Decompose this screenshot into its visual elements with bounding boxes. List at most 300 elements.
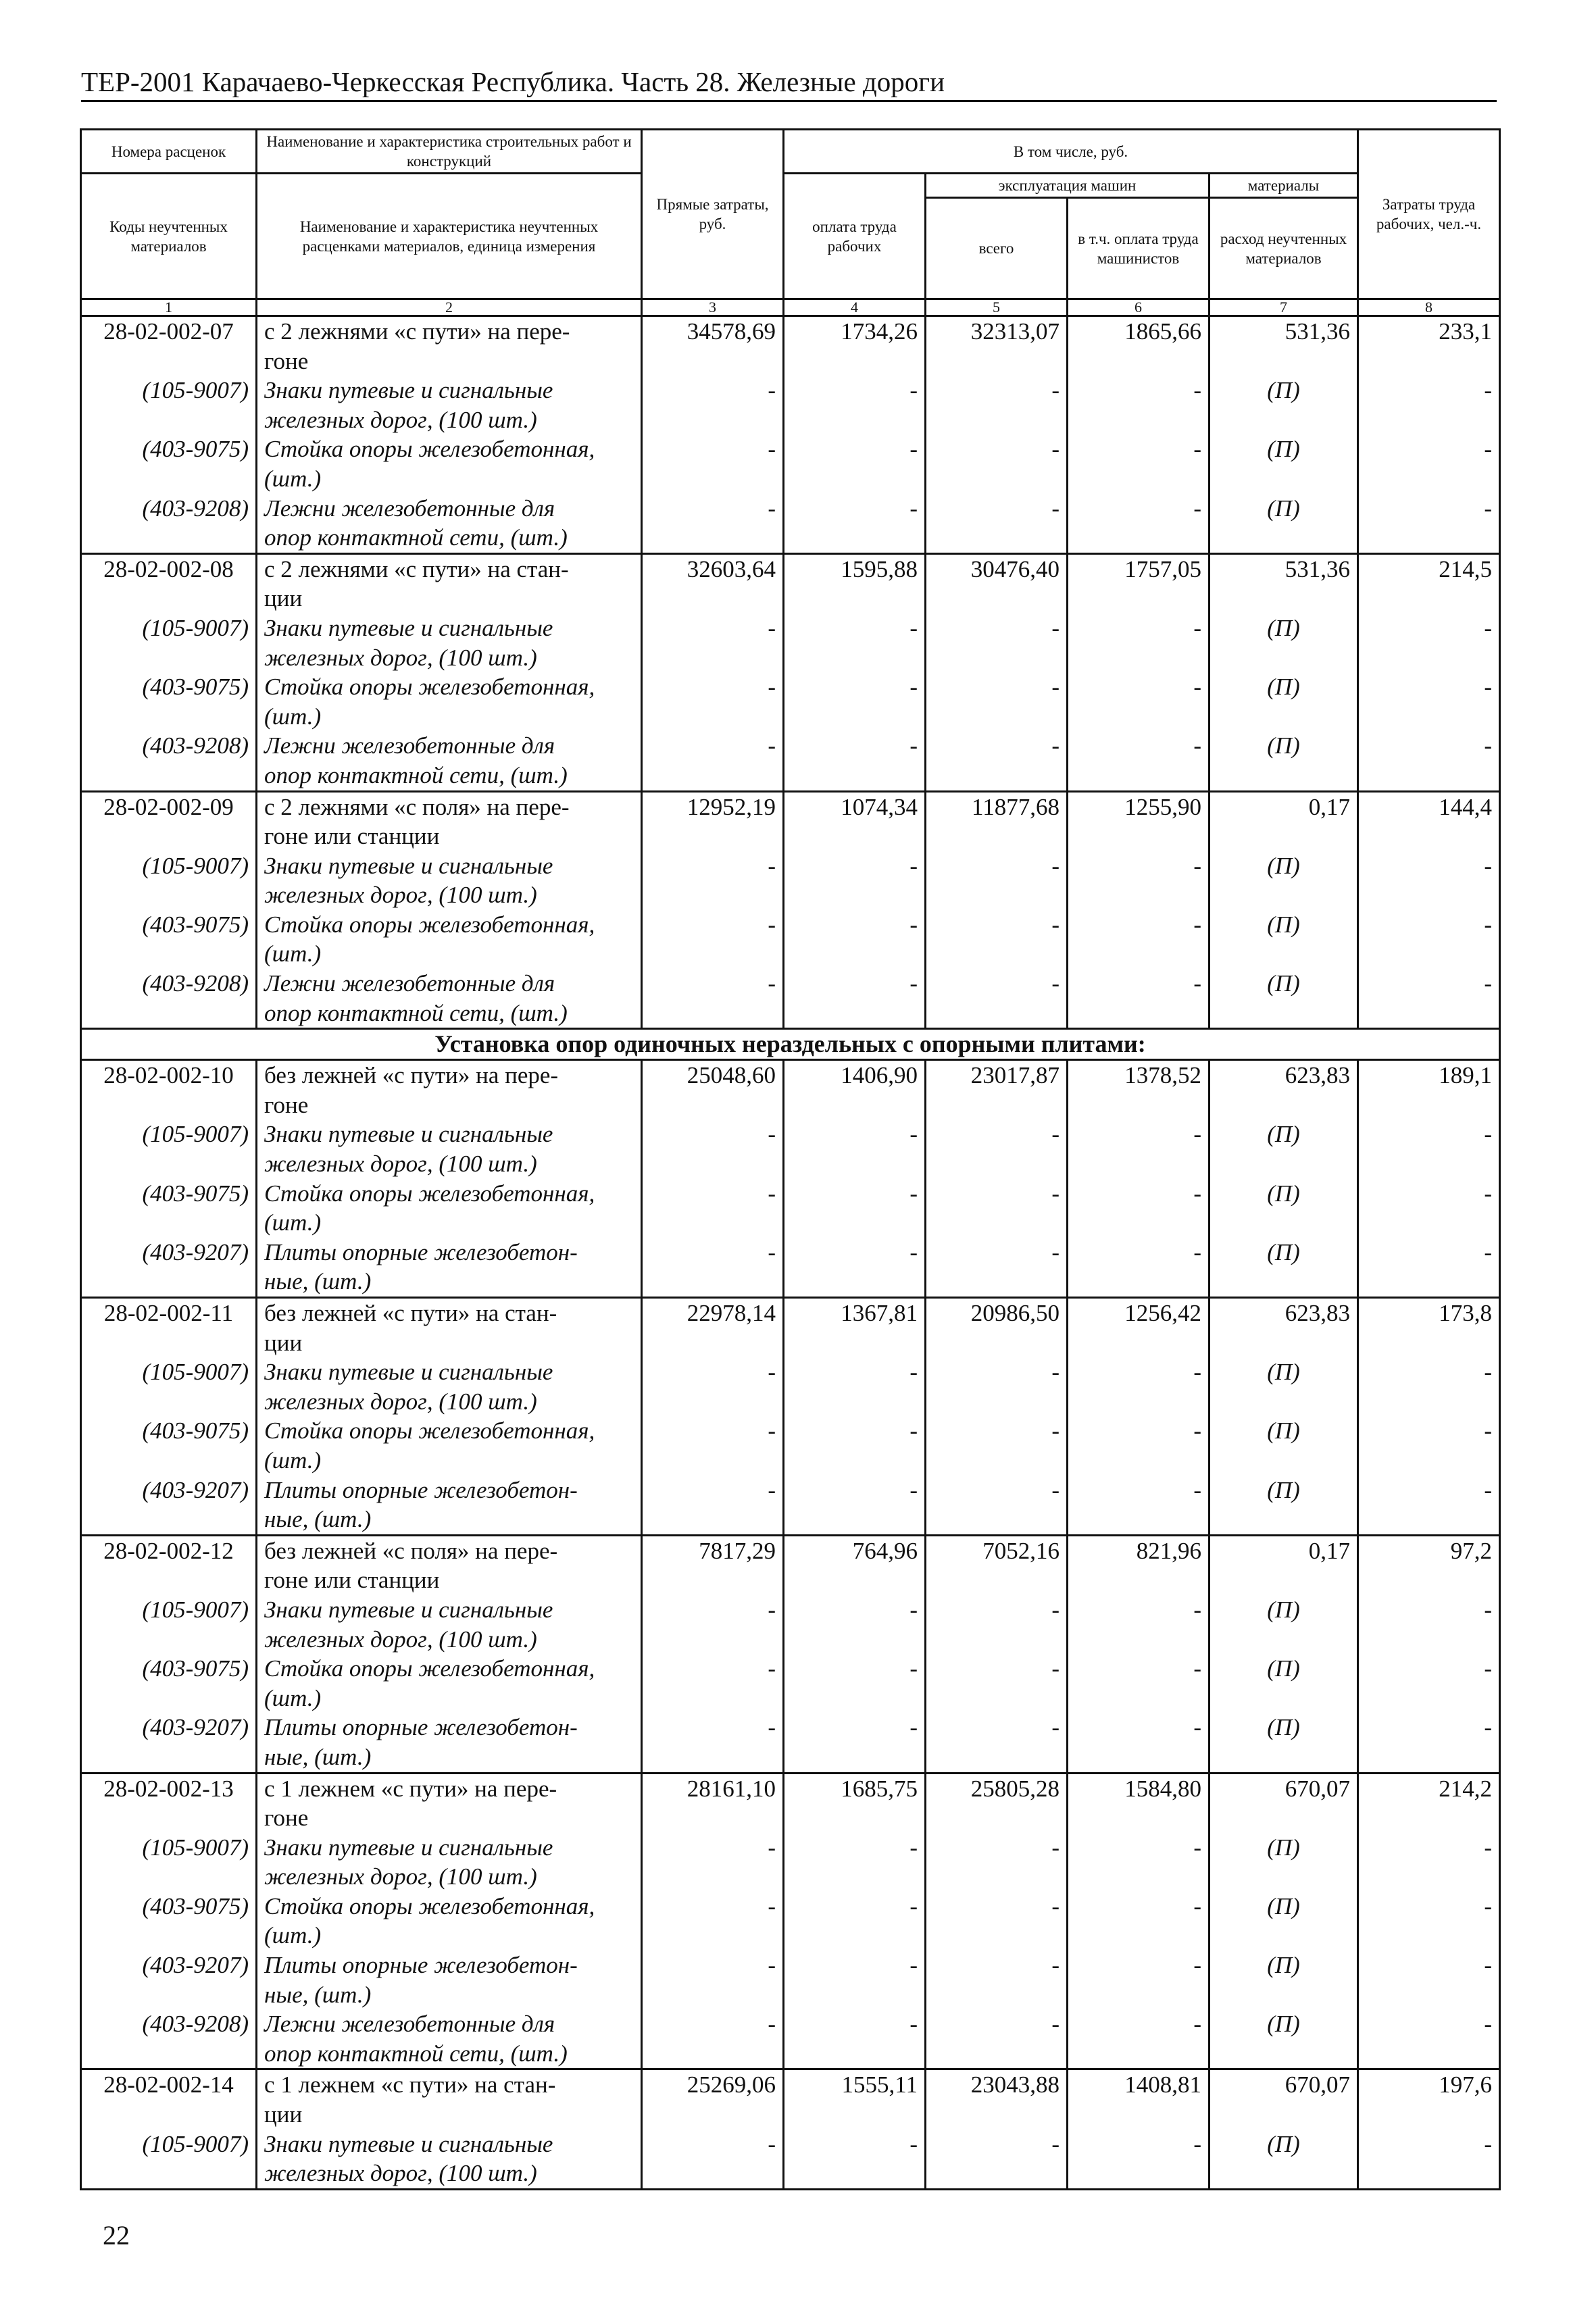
description-line: опор контактной сети, (шт.) — [264, 761, 568, 788]
material-description — [257, 2130, 642, 2190]
description-line: (шт.) — [264, 1447, 322, 1474]
direct-costs-cell: - — [642, 851, 784, 910]
worker-wages-cell: - — [784, 1892, 926, 1951]
material-row — [81, 1892, 1500, 1951]
materials-cell: (П) — [1210, 1951, 1358, 2009]
machines-total-cell: - — [926, 2130, 1068, 2190]
direct-costs-cell: - — [642, 910, 784, 969]
description-line: (шт.) — [264, 465, 322, 492]
machinist-wages-cell: 1256,42 — [1068, 1298, 1210, 1358]
material-description — [257, 2009, 642, 2069]
direct-costs-cell: - — [642, 2009, 784, 2069]
machinist-wages-cell: - — [1068, 2130, 1210, 2190]
direct-costs-cell: 25269,06 — [642, 2069, 784, 2130]
description-line: Знаки путевые и сигнальные — [264, 1596, 553, 1623]
description-line: Стойка опоры железобетонная, — [264, 1655, 595, 1682]
description-line: железных дорог, (100 шт.) — [264, 1863, 537, 1890]
machines-total-cell: - — [926, 969, 1068, 1029]
worker-wages-cell: - — [784, 1713, 926, 1773]
machines-total-cell: - — [926, 613, 1068, 672]
labor-hours-cell: - — [1358, 1833, 1500, 1892]
machines-total-cell: - — [926, 376, 1068, 434]
description-line: Знаки путевые и сигнальные — [264, 1359, 553, 1386]
labor-hours-cell: - — [1358, 910, 1500, 969]
machines-total-cell: - — [926, 1833, 1068, 1892]
material-code: (105-9007) — [81, 376, 257, 434]
machinist-wages-cell: - — [1068, 434, 1210, 493]
direct-costs-cell: 22978,14 — [642, 1298, 784, 1358]
direct-costs-cell: - — [642, 1476, 784, 1536]
material-row — [81, 1476, 1500, 1536]
labor-hours-cell: 97,2 — [1358, 1535, 1500, 1595]
description-line: (шт.) — [264, 1209, 322, 1236]
material-code: (403-9075) — [81, 1654, 257, 1713]
machinist-wages-cell: - — [1068, 672, 1210, 731]
materials-cell: (П) — [1210, 434, 1358, 493]
material-code: (105-9007) — [81, 2130, 257, 2190]
materials-cell: 670,07 — [1210, 2069, 1358, 2130]
worker-wages-cell: - — [784, 1179, 926, 1238]
machinist-wages-cell: - — [1068, 1713, 1210, 1773]
direct-costs-cell: - — [642, 1654, 784, 1713]
labor-hours-cell: 214,2 — [1358, 1773, 1500, 1833]
material-description — [257, 1833, 642, 1892]
description-line: без лежней «с поля» на пере- — [264, 1537, 558, 1564]
labor-hours-cell: - — [1358, 1892, 1500, 1951]
material-row — [81, 613, 1500, 672]
materials-cell: (П) — [1210, 851, 1358, 910]
description-line: железных дорог, (100 шт.) — [264, 1388, 537, 1415]
labor-hours-cell: - — [1358, 494, 1500, 554]
description-line: железных дорог, (100 шт.) — [264, 644, 537, 671]
worker-wages-cell: - — [784, 1951, 926, 2009]
machinist-wages-cell: - — [1068, 969, 1210, 1029]
material-code: (403-9075) — [81, 910, 257, 969]
rate-description — [257, 316, 642, 376]
description-line: гоне — [264, 1805, 309, 1832]
material-description — [257, 434, 642, 493]
material-row — [81, 2130, 1500, 2190]
labor-hours-cell: - — [1358, 2009, 1500, 2069]
machinist-wages-cell: - — [1068, 1357, 1210, 1416]
material-row — [81, 1357, 1500, 1416]
materials-cell: (П) — [1210, 376, 1358, 434]
machines-total-cell: - — [926, 672, 1068, 731]
material-description — [257, 1357, 642, 1416]
direct-costs-cell: - — [642, 1595, 784, 1654]
material-code: (105-9007) — [81, 1357, 257, 1416]
labor-hours-cell: - — [1358, 1713, 1500, 1773]
description-line: Лежни железобетонные для — [264, 2011, 555, 2038]
machinist-wages-cell: 1757,05 — [1068, 553, 1210, 613]
direct-costs-cell: - — [642, 672, 784, 731]
colnum-8: 8 — [1358, 299, 1500, 316]
description-line: опор контактной сети, (шт.) — [264, 2040, 568, 2067]
direct-costs-cell: - — [642, 969, 784, 1029]
description-line: ные, (шт.) — [264, 1506, 372, 1533]
direct-costs-cell: - — [642, 434, 784, 493]
description-line: ные, (шт.) — [264, 1268, 372, 1295]
labor-hours-cell: - — [1358, 969, 1500, 1029]
labor-hours-cell: 233,1 — [1358, 316, 1500, 376]
materials-cell: (П) — [1210, 494, 1358, 554]
worker-wages-cell: - — [784, 851, 926, 910]
description-line: Стойка опоры железобетонная, — [264, 1180, 595, 1207]
material-code: (105-9007) — [81, 1833, 257, 1892]
material-row — [81, 1654, 1500, 1713]
machines-total-cell: - — [926, 1654, 1068, 1713]
materials-cell: (П) — [1210, 672, 1358, 731]
material-code: (403-9075) — [81, 1892, 257, 1951]
machines-total-cell: - — [926, 1120, 1068, 1178]
material-description — [257, 376, 642, 434]
table-header — [81, 130, 1500, 316]
machines-total-cell: 11877,68 — [926, 791, 1068, 851]
description-line: Лежни железобетонные для — [264, 970, 555, 997]
header-c3: Прямые затраты, руб. — [642, 130, 784, 299]
materials-cell: (П) — [1210, 1476, 1358, 1536]
materials-cell: 531,36 — [1210, 316, 1358, 376]
materials-cell: (П) — [1210, 1238, 1358, 1298]
material-code: (403-9075) — [81, 1416, 257, 1475]
material-code: (403-9207) — [81, 1713, 257, 1773]
material-code: (403-9075) — [81, 672, 257, 731]
colnum-2: 2 — [257, 299, 642, 316]
page-header: ТЕР-2001 Карачаево-Черкесская Республика. Часть 28. Железные дороги — [81, 65, 1497, 102]
description-line: гоне — [264, 347, 309, 374]
material-description — [257, 1595, 642, 1654]
machinist-wages-cell: 1584,80 — [1068, 1773, 1210, 1833]
section-title: Установка опор одиночных нераздельных с опорными плитами: — [81, 1029, 1500, 1060]
labor-hours-cell: 197,6 — [1358, 2069, 1500, 2130]
description-line: Стойка опоры железобетонная, — [264, 1417, 595, 1444]
materials-cell: (П) — [1210, 731, 1358, 791]
rate-description — [257, 1060, 642, 1120]
machines-total-cell: - — [926, 1357, 1068, 1416]
material-code: (403-9208) — [81, 969, 257, 1029]
material-row — [81, 969, 1500, 1029]
header-incl: В том числе, руб. — [784, 130, 1358, 174]
machines-total-cell: - — [926, 731, 1068, 791]
material-description — [257, 851, 642, 910]
material-row — [81, 2009, 1500, 2069]
machinist-wages-cell: 1408,81 — [1068, 2069, 1210, 2130]
rate-description — [257, 553, 642, 613]
description-line: Знаки путевые и сигнальные — [264, 614, 553, 641]
worker-wages-cell: - — [784, 672, 926, 731]
machinist-wages-cell: - — [1068, 2009, 1210, 2069]
worker-wages-cell: - — [784, 910, 926, 969]
description-line: с 2 лежнями «с пути» на пере- — [264, 318, 570, 345]
worker-wages-cell: - — [784, 434, 926, 493]
materials-cell: (П) — [1210, 1416, 1358, 1475]
header-c2-top: Наименование и характеристика строительных работ и конструкций — [257, 130, 642, 174]
material-description — [257, 1654, 642, 1713]
labor-hours-cell: - — [1358, 1179, 1500, 1238]
worker-wages-cell: - — [784, 1120, 926, 1178]
labor-hours-cell: - — [1358, 1595, 1500, 1654]
header-c8: Затраты труда рабочих, чел.-ч. — [1358, 130, 1500, 299]
labor-hours-cell: - — [1358, 851, 1500, 910]
rate-code: 28-02-002-08 — [81, 553, 257, 613]
material-description — [257, 1476, 642, 1536]
direct-costs-cell: - — [642, 1179, 784, 1238]
direct-costs-cell: 25048,60 — [642, 1060, 784, 1120]
worker-wages-cell: 1734,26 — [784, 316, 926, 376]
rate-description — [257, 1535, 642, 1595]
materials-cell: 623,83 — [1210, 1298, 1358, 1358]
machinist-wages-cell: - — [1068, 613, 1210, 672]
worker-wages-cell: - — [784, 494, 926, 554]
colnum-4: 4 — [784, 299, 926, 316]
labor-hours-cell: - — [1358, 1357, 1500, 1416]
rate-row — [81, 1298, 1500, 1358]
materials-cell: (П) — [1210, 1120, 1358, 1178]
material-description — [257, 731, 642, 791]
machinist-wages-cell: - — [1068, 1120, 1210, 1178]
description-line: Плиты опорные железобетон- — [264, 1476, 578, 1503]
material-row — [81, 494, 1500, 554]
materials-cell: (П) — [1210, 613, 1358, 672]
material-row — [81, 1833, 1500, 1892]
machines-total-cell: - — [926, 1595, 1068, 1654]
machinist-wages-cell: - — [1068, 1892, 1210, 1951]
machines-total-cell: 20986,50 — [926, 1298, 1068, 1358]
description-line: опор контактной сети, (шт.) — [264, 524, 568, 551]
machinist-wages-cell: - — [1068, 731, 1210, 791]
machinist-wages-cell: 1865,66 — [1068, 316, 1210, 376]
material-description — [257, 1951, 642, 2009]
labor-hours-cell: - — [1358, 376, 1500, 434]
description-line: с 1 лежнем «с пути» на пере- — [264, 1775, 557, 1802]
description-line: Стойка опоры железобетонная, — [264, 436, 595, 463]
rate-code: 28-02-002-14 — [81, 2069, 257, 2130]
direct-costs-cell: - — [642, 1238, 784, 1298]
direct-costs-cell: - — [642, 2130, 784, 2190]
machinist-wages-cell: - — [1068, 851, 1210, 910]
machinist-wages-cell: - — [1068, 1476, 1210, 1536]
description-line: (шт.) — [264, 1922, 322, 1949]
description-line: ные, (шт.) — [264, 1981, 372, 2008]
rate-description — [257, 791, 642, 851]
description-line: Плиты опорные железобетон- — [264, 1238, 578, 1265]
description-line: ции — [264, 2101, 303, 2128]
colnum-3: 3 — [642, 299, 784, 316]
material-row — [81, 851, 1500, 910]
materials-cell: (П) — [1210, 1892, 1358, 1951]
rate-row — [81, 316, 1500, 376]
machines-total-cell: - — [926, 1416, 1068, 1475]
direct-costs-cell: - — [642, 1713, 784, 1773]
material-row — [81, 1416, 1500, 1475]
labor-hours-cell: - — [1358, 1654, 1500, 1713]
description-line: ции — [264, 1329, 303, 1356]
description-line: Плиты опорные железобетон- — [264, 1952, 578, 1979]
direct-costs-cell: - — [642, 1951, 784, 2009]
description-line: опор контактной сети, (шт.) — [264, 999, 568, 1026]
labor-hours-cell: 214,5 — [1358, 553, 1500, 613]
rate-row — [81, 1535, 1500, 1595]
machinist-wages-cell: - — [1068, 1416, 1210, 1475]
machinist-wages-cell: 821,96 — [1068, 1535, 1210, 1595]
description-line: с 2 лежнями «с пути» на стан- — [264, 555, 569, 582]
header-c5: всего — [926, 198, 1068, 299]
labor-hours-cell: - — [1358, 434, 1500, 493]
header-expl: эксплуатация машин — [926, 174, 1210, 198]
direct-costs-cell: 32603,64 — [642, 553, 784, 613]
machines-total-cell: 23017,87 — [926, 1060, 1068, 1120]
direct-costs-cell: 34578,69 — [642, 316, 784, 376]
labor-hours-cell: - — [1358, 1476, 1500, 1536]
description-line: железных дорог, (100 шт.) — [264, 1151, 537, 1178]
materials-cell: (П) — [1210, 1357, 1358, 1416]
description-line: без лежней «с пути» на стан- — [264, 1300, 557, 1326]
material-code: (403-9208) — [81, 494, 257, 554]
labor-hours-cell: - — [1358, 613, 1500, 672]
description-line: Стойка опоры железобетонная, — [264, 674, 595, 701]
machines-total-cell: - — [926, 1476, 1068, 1536]
material-description — [257, 494, 642, 554]
direct-costs-cell: - — [642, 1833, 784, 1892]
worker-wages-cell: 1685,75 — [784, 1773, 926, 1833]
material-description — [257, 910, 642, 969]
material-row — [81, 731, 1500, 791]
labor-hours-cell: 173,8 — [1358, 1298, 1500, 1358]
material-code: (105-9007) — [81, 1595, 257, 1654]
machinist-wages-cell: - — [1068, 1595, 1210, 1654]
description-line: Лежни железобетонные для — [264, 495, 555, 522]
machines-total-cell: - — [926, 494, 1068, 554]
description-line: Знаки путевые и сигнальные — [264, 1121, 553, 1148]
materials-cell: (П) — [1210, 1654, 1358, 1713]
description-line: Знаки путевые и сигнальные — [264, 1834, 553, 1861]
worker-wages-cell: - — [784, 376, 926, 434]
material-row — [81, 434, 1500, 493]
direct-costs-cell: - — [642, 613, 784, 672]
colnum-1: 1 — [81, 299, 257, 316]
description-line: с 1 лежнем «с пути» на стан- — [264, 2071, 556, 2098]
material-row — [81, 1238, 1500, 1298]
material-row — [81, 1951, 1500, 2009]
section-row — [81, 1029, 1500, 1060]
page-number: 22 — [103, 2220, 130, 2250]
material-code: (403-9207) — [81, 1476, 257, 1536]
rate-code: 28-02-002-09 — [81, 791, 257, 851]
rates-table — [80, 128, 1501, 2190]
worker-wages-cell: - — [784, 2130, 926, 2190]
description-line: (шт.) — [264, 703, 322, 730]
direct-costs-cell: - — [642, 731, 784, 791]
machinist-wages-cell: 1255,90 — [1068, 791, 1210, 851]
worker-wages-cell: - — [784, 1416, 926, 1475]
material-description — [257, 969, 642, 1029]
description-line: с 2 лежнями «с поля» на пере- — [264, 793, 570, 820]
labor-hours-cell: - — [1358, 1416, 1500, 1475]
description-line: гоне — [264, 1091, 309, 1118]
rate-row — [81, 1773, 1500, 1833]
material-code: (105-9007) — [81, 613, 257, 672]
direct-costs-cell: 7817,29 — [642, 1535, 784, 1595]
material-code: (105-9007) — [81, 851, 257, 910]
rate-description — [257, 2069, 642, 2130]
materials-cell: (П) — [1210, 2009, 1358, 2069]
labor-hours-cell: - — [1358, 1120, 1500, 1178]
worker-wages-cell: 764,96 — [784, 1535, 926, 1595]
material-code: (403-9207) — [81, 1238, 257, 1298]
rate-row — [81, 1060, 1500, 1120]
material-description — [257, 613, 642, 672]
description-line: (шт.) — [264, 1684, 322, 1711]
machines-total-cell: - — [926, 1713, 1068, 1773]
material-description — [257, 672, 642, 731]
direct-costs-cell: - — [642, 1357, 784, 1416]
rate-description — [257, 1773, 642, 1833]
header-c7: расход неучтенных материалов — [1210, 198, 1358, 299]
material-code: (403-9075) — [81, 1179, 257, 1238]
description-line: гоне или станции — [264, 1567, 440, 1594]
rate-code: 28-02-002-11 — [81, 1298, 257, 1358]
machinist-wages-cell: - — [1068, 494, 1210, 554]
labor-hours-cell: - — [1358, 672, 1500, 731]
machines-total-cell: - — [926, 1892, 1068, 1951]
material-code: (105-9007) — [81, 1120, 257, 1178]
machines-total-cell: 30476,40 — [926, 553, 1068, 613]
description-line: (шт.) — [264, 940, 322, 967]
machines-total-cell: - — [926, 851, 1068, 910]
description-line: железных дорог, (100 шт.) — [264, 2160, 537, 2187]
colnum-6: 6 — [1068, 299, 1210, 316]
rate-code: 28-02-002-12 — [81, 1535, 257, 1595]
worker-wages-cell: - — [784, 1833, 926, 1892]
machines-total-cell: - — [926, 2009, 1068, 2069]
description-line: ные, (шт.) — [264, 1743, 372, 1770]
machines-total-cell: - — [926, 910, 1068, 969]
machinist-wages-cell: - — [1068, 1654, 1210, 1713]
machinist-wages-cell: - — [1068, 1833, 1210, 1892]
rate-row — [81, 2069, 1500, 2130]
material-description — [257, 1416, 642, 1475]
machinist-wages-cell: 1378,52 — [1068, 1060, 1210, 1120]
machines-total-cell: - — [926, 1951, 1068, 2009]
description-line: Стойка опоры железобетонная, — [264, 911, 595, 938]
colnum-5: 5 — [926, 299, 1068, 316]
rate-code: 28-02-002-07 — [81, 316, 257, 376]
description-line: гоне или станции — [264, 823, 440, 850]
materials-cell: 0,17 — [1210, 1535, 1358, 1595]
direct-costs-cell: - — [642, 1416, 784, 1475]
description-line: Знаки путевые и сигнальные — [264, 2130, 553, 2157]
material-code: (403-9207) — [81, 1951, 257, 2009]
material-row — [81, 672, 1500, 731]
direct-costs-cell: - — [642, 376, 784, 434]
worker-wages-cell: - — [784, 731, 926, 791]
machines-total-cell: - — [926, 1179, 1068, 1238]
description-line: Стойка опоры железобетонная, — [264, 1892, 595, 1919]
machinist-wages-cell: - — [1068, 910, 1210, 969]
material-description — [257, 1238, 642, 1298]
direct-costs-cell: - — [642, 494, 784, 554]
worker-wages-cell: 1555,11 — [784, 2069, 926, 2130]
rate-row — [81, 791, 1500, 851]
material-row — [81, 910, 1500, 969]
rate-description — [257, 1298, 642, 1358]
materials-cell: (П) — [1210, 1833, 1358, 1892]
worker-wages-cell: 1074,34 — [784, 791, 926, 851]
direct-costs-cell: - — [642, 1892, 784, 1951]
rate-code: 28-02-002-10 — [81, 1060, 257, 1120]
worker-wages-cell: - — [784, 1654, 926, 1713]
machinist-wages-cell: - — [1068, 1951, 1210, 2009]
